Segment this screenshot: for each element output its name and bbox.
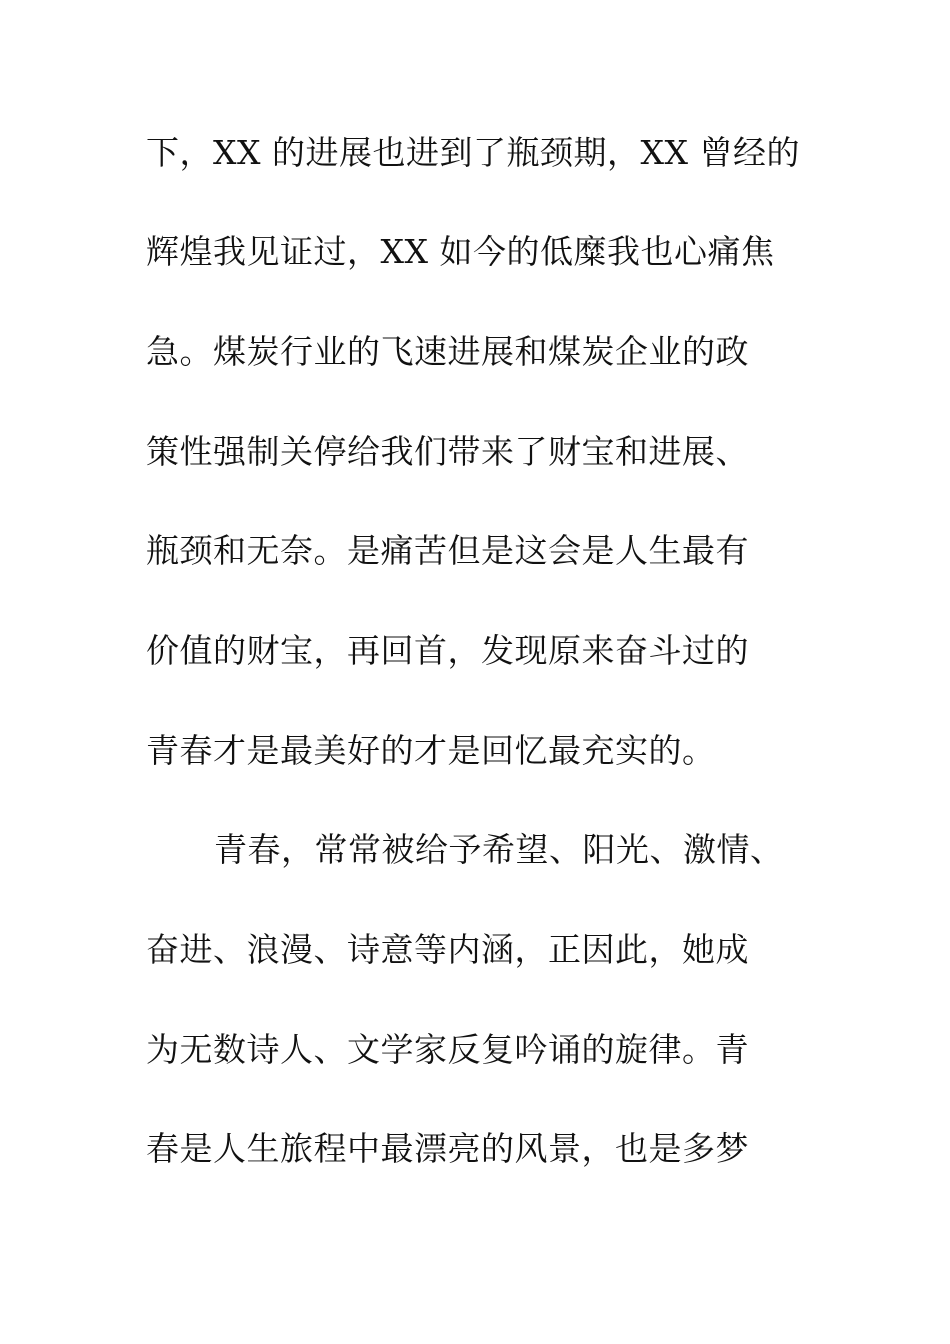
paragraph-first-line: 青春，常常被给予希望、阳光、激情、 — [214, 830, 784, 869]
text-line: 春是人生旅程中最漂亮的风景，也是多梦 — [146, 1129, 749, 1168]
text-line: 价值的财宝，再回首，发现原来奋斗过的 — [146, 631, 749, 670]
text-line: 为无数诗人、文学家反复吟诵的旋律。青 — [146, 1030, 749, 1069]
text-line: 急。煤炭行业的飞速进展和煤炭企业的政 — [146, 332, 749, 371]
text-line: 下，XX 的进展也进到了瓶颈期，XX 曾经的 — [146, 133, 800, 172]
text-line: 奋进、浪漫、诗意等内涵，正因此，她成 — [146, 930, 749, 969]
text-line: 辉煌我见证过，XX 如今的低糜我也心痛焦 — [146, 232, 775, 271]
text-line: 瓶颈和无奈。是痛苦但是这会是人生最有 — [146, 531, 749, 570]
text-line: 策性强制关停给我们带来了财宝和进展、 — [146, 432, 749, 471]
text-line: 青春才是最美好的才是回忆最充实的。 — [146, 731, 716, 770]
